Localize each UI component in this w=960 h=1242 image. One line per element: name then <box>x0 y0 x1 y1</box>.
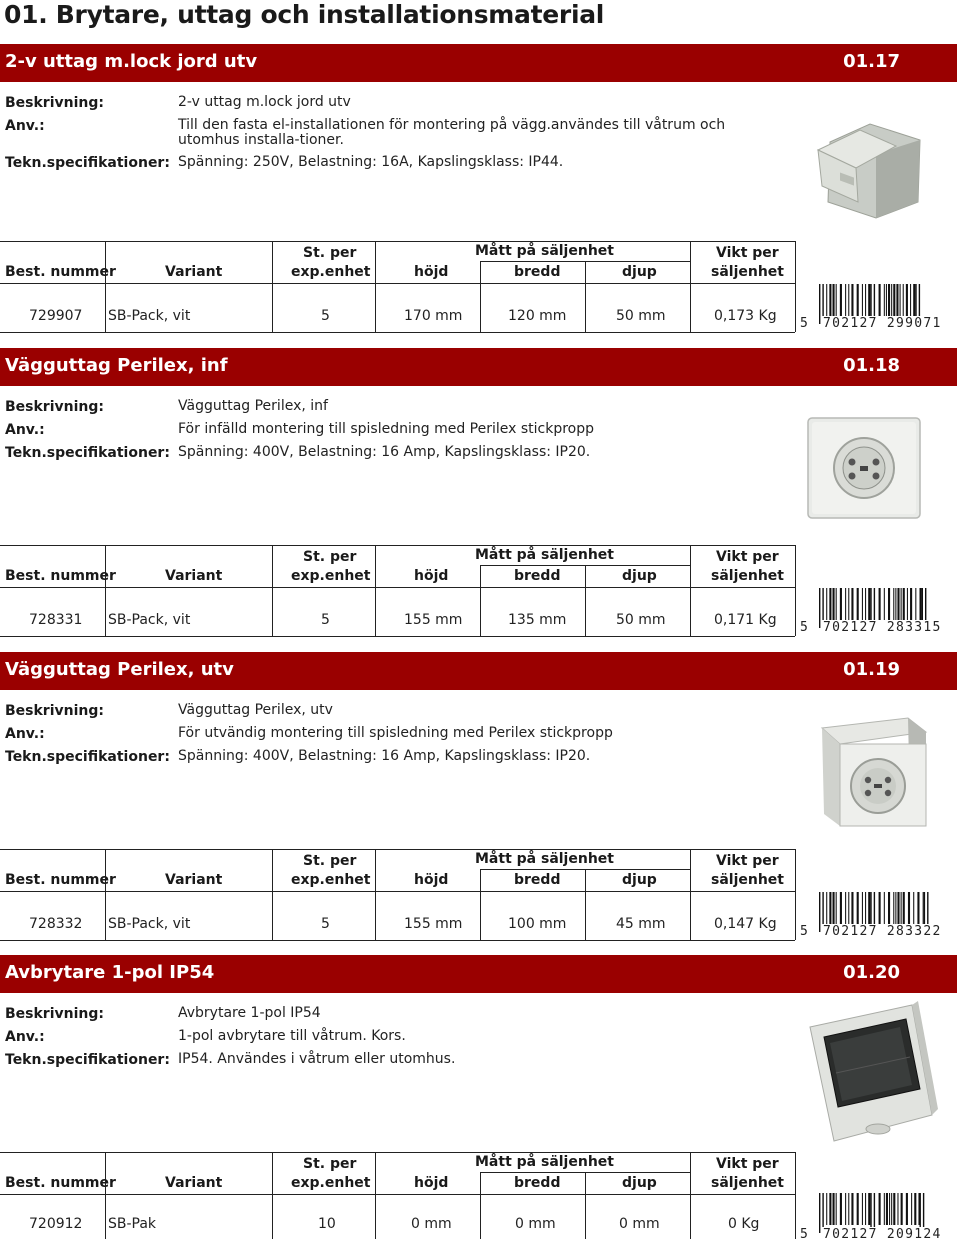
description-label: Beskrivning: <box>5 703 104 719</box>
barcode-bar <box>848 1193 849 1225</box>
barcode-first-digit: 5 <box>800 316 808 331</box>
cell-bredd: 120 mm <box>508 308 567 324</box>
cell-best-nummer: 729907 <box>29 308 83 324</box>
barcode-bar <box>865 1193 866 1225</box>
barcode-bar <box>888 284 890 316</box>
barcode-bar <box>857 588 859 620</box>
specs-label: Tekn.specifikationer: <box>5 1052 170 1068</box>
description-value: Avbrytare 1-pol IP54 <box>178 1005 321 1021</box>
ean-barcode <box>800 588 950 640</box>
barcode-bar <box>826 588 827 620</box>
product-code: 01.19 <box>843 659 900 680</box>
header-st-per: St. per <box>303 549 357 565</box>
barcode-bar <box>884 284 885 316</box>
barcode-bar <box>891 284 892 316</box>
barcode-bar <box>865 284 866 316</box>
cell-djup: 45 mm <box>616 916 666 932</box>
barcode-bar <box>896 284 898 316</box>
barcode-bar <box>840 284 842 316</box>
barcode-bar <box>862 284 863 316</box>
barcode-bar <box>865 892 866 924</box>
barcode-bar <box>893 284 895 316</box>
barcode-bar <box>897 588 899 620</box>
ean-barcode <box>800 284 950 336</box>
usage-label: Anv.: <box>5 726 45 742</box>
cell-hojd: 155 mm <box>404 612 463 628</box>
barcode-bar <box>901 588 902 620</box>
product-title-bar <box>0 348 957 386</box>
specs-value: IP54. Användes i våtrum eller utomhus. <box>178 1051 456 1067</box>
description-value: 2-v uttag m.lock jord utv <box>178 94 351 110</box>
cell-bredd: 100 mm <box>508 916 567 932</box>
header-hojd: höjd <box>414 872 449 888</box>
barcode-bar <box>862 892 863 924</box>
specs-label: Tekn.specifikationer: <box>5 749 170 765</box>
barcode-bar <box>903 892 905 924</box>
perilex-surface-socket-icon <box>800 710 940 830</box>
description-label: Beskrivning: <box>5 95 104 111</box>
description-value: Vägguttag Perilex, inf <box>178 398 328 414</box>
header-vikt: Vikt per <box>716 1156 779 1172</box>
barcode-bar <box>833 284 835 316</box>
barcode-bar <box>826 1193 827 1225</box>
barcode-bar <box>914 1193 916 1225</box>
header-hojd: höjd <box>414 1175 449 1191</box>
barcode-bar <box>920 588 922 620</box>
header-saljenhet: säljenhet <box>711 264 784 280</box>
barcode-bar <box>893 588 894 620</box>
barcode-bar <box>868 588 870 620</box>
header-exp-enhet: exp.enhet <box>291 1175 371 1191</box>
product-table <box>0 849 795 941</box>
header-best-nummer: Best. nummer <box>5 872 116 888</box>
header-best-nummer: Best. nummer <box>5 1175 116 1191</box>
header-saljenhet: säljenhet <box>711 872 784 888</box>
barcode-bar <box>915 588 916 620</box>
barcode-bar <box>857 1193 859 1225</box>
header-st-per: St. per <box>303 1156 357 1172</box>
header-variant: Variant <box>165 872 223 888</box>
header-djup: djup <box>622 568 657 584</box>
barcode-bar <box>868 1193 870 1225</box>
product-code: 01.20 <box>843 962 900 983</box>
barcode-bar <box>886 1193 888 1225</box>
description-label: Beskrivning: <box>5 1006 104 1022</box>
barcode-guard-bar <box>819 892 820 932</box>
product-section <box>0 652 960 956</box>
barcode-bar <box>901 892 902 924</box>
header-vikt: Vikt per <box>716 245 779 261</box>
ean-barcode <box>800 892 950 944</box>
barcode-bar <box>851 1193 853 1225</box>
header-djup: djup <box>622 872 657 888</box>
barcode-bar <box>907 588 908 620</box>
specs-label: Tekn.specifikationer: <box>5 445 170 461</box>
barcode-bar <box>884 892 885 924</box>
product-table <box>0 1152 795 1242</box>
header-hojd: höjd <box>414 264 449 280</box>
barcode-bar <box>862 588 863 620</box>
cell-vikt: 0,147 Kg <box>714 916 777 932</box>
barcode-bar <box>918 1193 919 1225</box>
usage-value: Till den fasta el-installationen för montering på vägg.användes till våtrum och utomhus installa-tioner. <box>178 117 726 148</box>
barcode-bar <box>893 892 894 924</box>
header-matt: Mått på säljenhet <box>475 1154 614 1170</box>
barcode-bar <box>848 588 849 620</box>
description-value: Vägguttag Perilex, utv <box>178 702 333 718</box>
barcode-bar <box>895 588 896 620</box>
product-section <box>0 348 960 652</box>
usage-label: Anv.: <box>5 422 45 438</box>
barcode-bar <box>910 284 911 316</box>
barcode-bar <box>917 892 919 924</box>
barcode-bar <box>829 892 831 924</box>
product-section <box>0 44 960 348</box>
header-variant: Variant <box>165 264 223 280</box>
barcode-bar <box>897 892 899 924</box>
cell-variant: SB-Pack, vit <box>108 612 191 628</box>
cell-hojd: 155 mm <box>404 916 463 932</box>
product-title-bar <box>0 652 957 690</box>
barcode-guard-bar <box>819 1193 820 1233</box>
product-title: Avbrytare 1-pol IP54 <box>5 962 215 983</box>
header-best-nummer: Best. nummer <box>5 568 116 584</box>
cell-hojd: 0 mm <box>411 1216 452 1232</box>
header-djup: djup <box>622 1175 657 1191</box>
cell-vikt: 0,173 Kg <box>714 308 777 324</box>
page-title: 01. Brytare, uttag och installationsmaterial <box>4 0 605 29</box>
barcode-bar <box>840 892 842 924</box>
cell-best-nummer: 720912 <box>29 1216 83 1232</box>
barcode-bar <box>851 588 853 620</box>
barcode-bar <box>893 1193 895 1225</box>
cell-variant: SB-Pack, vit <box>108 916 191 932</box>
barcode-bar <box>857 892 859 924</box>
barcode-bar <box>848 892 849 924</box>
barcode-bar <box>826 284 827 316</box>
barcode-bar <box>836 892 837 924</box>
cell-bredd: 135 mm <box>508 612 567 628</box>
header-variant: Variant <box>165 568 223 584</box>
cell-bredd: 0 mm <box>515 1216 556 1232</box>
header-st-per: St. per <box>303 245 357 261</box>
cell-djup: 50 mm <box>616 308 666 324</box>
barcode-bar <box>879 1193 881 1225</box>
barcode-bar <box>833 892 835 924</box>
barcode-bar <box>906 1193 908 1225</box>
product-section <box>0 955 960 1242</box>
barcode-bar <box>833 588 835 620</box>
header-bredd: bredd <box>514 568 561 584</box>
barcode-bar <box>826 892 827 924</box>
barcode-guard-bar <box>819 588 820 628</box>
barcode-bar <box>911 1193 912 1225</box>
ean-barcode <box>800 1193 950 1241</box>
cell-st-per: 5 <box>321 308 330 324</box>
barcode-first-digit: 5 <box>800 620 808 635</box>
barcode-bar <box>923 892 924 924</box>
barcode-bar <box>910 588 912 620</box>
header-matt: Mått på säljenhet <box>475 243 614 259</box>
cell-djup: 50 mm <box>616 612 666 628</box>
cell-djup: 0 mm <box>619 1216 660 1232</box>
barcode-bar <box>845 588 846 620</box>
barcode-bar <box>889 1193 890 1225</box>
barcode-bar <box>903 588 905 620</box>
product-table <box>0 545 795 637</box>
cell-st-per: 5 <box>321 612 330 628</box>
barcode-bar <box>829 284 831 316</box>
barcode-bar <box>888 588 890 620</box>
usage-label: Anv.: <box>5 1029 45 1045</box>
barcode-bar <box>845 892 846 924</box>
barcode-bar <box>884 588 885 620</box>
cell-vikt: 0,171 Kg <box>714 612 777 628</box>
barcode-guard-bar <box>819 284 820 324</box>
barcode-bar <box>840 588 842 620</box>
barcode-bar <box>833 1193 835 1225</box>
header-vikt: Vikt per <box>716 853 779 869</box>
barcode-bar <box>836 588 837 620</box>
cell-hojd: 170 mm <box>404 308 463 324</box>
cell-variant: SB-Pak <box>108 1216 157 1232</box>
barcode-bar <box>879 588 881 620</box>
barcode-first-digit: 5 <box>800 924 808 939</box>
perilex-flush-socket-icon <box>800 406 940 526</box>
barcode-bar <box>886 284 887 316</box>
header-djup: djup <box>622 264 657 280</box>
product-code: 01.18 <box>843 355 900 376</box>
barcode-bar <box>851 284 853 316</box>
barcode-bar <box>845 284 846 316</box>
header-exp-enhet: exp.enhet <box>291 568 371 584</box>
product-title: Vägguttag Perilex, inf <box>5 355 228 376</box>
header-matt: Mått på säljenhet <box>475 851 614 867</box>
switch-ip54-icon <box>800 997 940 1147</box>
header-best-nummer: Best. nummer <box>5 264 116 280</box>
barcode-bar <box>857 284 859 316</box>
barcode-bar <box>862 1193 863 1225</box>
header-saljenhet: säljenhet <box>711 1175 784 1191</box>
barcode-bar <box>829 588 831 620</box>
barcode-digits: 702127 283322 <box>823 924 942 939</box>
barcode-bar <box>879 892 881 924</box>
product-code: 01.17 <box>843 51 900 72</box>
header-hojd: höjd <box>414 568 449 584</box>
header-saljenhet: säljenhet <box>711 568 784 584</box>
barcode-bar <box>906 284 908 316</box>
header-bredd: bredd <box>514 872 561 888</box>
header-bredd: bredd <box>514 264 561 280</box>
cell-variant: SB-Pack, vit <box>108 308 191 324</box>
barcode-digits: 702127 283315 <box>823 620 942 635</box>
barcode-bar <box>913 892 914 924</box>
barcode-bar <box>845 1193 846 1225</box>
barcode-bar <box>851 892 853 924</box>
product-title: Vägguttag Perilex, utv <box>5 659 234 680</box>
barcode-bar <box>865 588 866 620</box>
header-bredd: bredd <box>514 1175 561 1191</box>
barcode-bar <box>900 284 901 316</box>
barcode-bar <box>895 892 896 924</box>
barcode-bar <box>897 1193 898 1225</box>
usage-value: 1-pol avbrytare till våtrum. Kors. <box>178 1028 406 1044</box>
barcode-bar <box>901 1193 903 1225</box>
barcode-bar <box>868 892 870 924</box>
usage-label: Anv.: <box>5 118 45 134</box>
barcode-first-digit: 5 <box>800 1227 808 1242</box>
header-exp-enhet: exp.enhet <box>291 264 371 280</box>
barcode-bar <box>829 1193 831 1225</box>
barcode-bar <box>848 284 849 316</box>
cell-st-per: 5 <box>321 916 330 932</box>
cell-best-nummer: 728332 <box>29 916 83 932</box>
specs-value: Spänning: 400V, Belastning: 16 Amp, Kapslingsklass: IP20. <box>178 748 591 764</box>
barcode-digits: 702127 299071 <box>823 316 942 331</box>
header-vikt: Vikt per <box>716 549 779 565</box>
barcode-bar <box>888 892 890 924</box>
header-st-per: St. per <box>303 853 357 869</box>
cell-vikt: 0 Kg <box>728 1216 760 1232</box>
usage-value: För utvändig montering till spisledning med Perilex stickpropp <box>178 725 613 741</box>
cell-st-per: 10 <box>318 1216 336 1232</box>
barcode-bar <box>836 284 837 316</box>
barcode-bar <box>908 892 910 924</box>
specs-value: Spänning: 250V, Belastning: 16A, Kapslingsklass: IP44. <box>178 154 564 170</box>
barcode-bar <box>836 1193 837 1225</box>
product-table <box>0 241 795 333</box>
product-title-bar <box>0 955 957 993</box>
description-label: Beskrivning: <box>5 399 104 415</box>
barcode-bar <box>903 284 904 316</box>
usage-value: För infälld montering till spisledning med Perilex stickpropp <box>178 421 595 437</box>
product-title-bar <box>0 44 957 82</box>
barcode-bar <box>868 284 870 316</box>
specs-label: Tekn.specifikationer: <box>5 155 170 171</box>
product-title: 2-v uttag m.lock jord utv <box>5 51 258 72</box>
barcode-bar <box>879 284 881 316</box>
header-variant: Variant <box>165 1175 223 1191</box>
barcode-bar <box>840 1193 842 1225</box>
barcode-digits: 702127 209124 <box>823 1227 942 1242</box>
barcode-bar <box>913 284 915 316</box>
header-exp-enhet: exp.enhet <box>291 872 371 888</box>
specs-value: Spänning: 400V, Belastning: 16 Amp, Kapslingsklass: IP20. <box>178 444 591 460</box>
barcode-bar <box>884 1193 885 1225</box>
outlet-lid-grey-icon <box>800 102 940 222</box>
header-matt: Mått på säljenhet <box>475 547 614 563</box>
cell-best-nummer: 728331 <box>29 612 83 628</box>
barcode-bar <box>891 1193 892 1225</box>
